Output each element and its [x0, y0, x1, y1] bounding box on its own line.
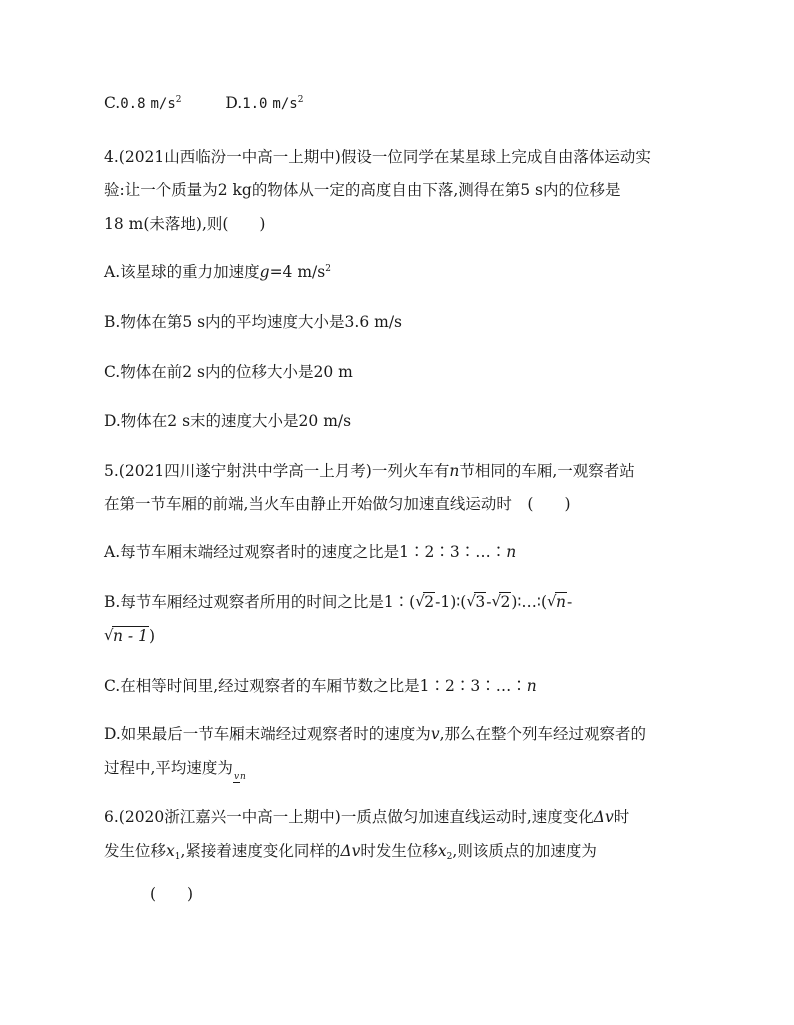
q3-option-d: D.1.0 $m/s^2$: [225, 94, 304, 112]
q6-answer-blank: ( ): [150, 885, 194, 903]
q5-option-b: B.每节车厢经过观察者所用的时间之比是1∶(√ 2-1)∶(√ 3-√ 2)∶…∶(√ n-: [104, 592, 572, 612]
sqrt-2: √ 2: [415, 592, 435, 612]
sqrt-2b: √ 2: [491, 592, 511, 612]
q5-option-d-line-1: D.如果最后一节车厢末端经过观察者时的速度为v,那么在整个列车经过观察者的: [104, 725, 647, 743]
sqrt-n-minus-1: √ n - 1: [104, 626, 149, 646]
q4-stem-line-1: 4.(2021山西临汾一中高一上期中)假设一位同学在某星球上完成自由落体运动实: [104, 148, 651, 166]
fraction-v-over-n: vn: [233, 772, 246, 782]
q4-option-a: A.该星球的重力加速度g=4 $m/s^2$: [104, 263, 331, 281]
q4-option-d: D.物体在2 s末的速度大小是20 m/s: [104, 412, 352, 430]
q6-stem-line-2: 发生位移$x_1$,紧接着速度变化同样的Δv时发生位移$x_2$,则该质点的加速度为: [104, 842, 597, 862]
q3-option-c: C.0.8 $m/s^2$: [104, 94, 182, 112]
q4-option-c: C.物体在前2 s内的位移大小是20 m: [104, 363, 353, 381]
q5-stem-line-1: 5.(2021四川遂宁射洪中学高一上月考)一列火车有n节相同的车厢,一观察者站: [104, 462, 635, 480]
q4-option-b: B.物体在第5 s内的平均速度大小是3.6 m/s: [104, 313, 403, 331]
q3-options-line: [104, 93, 303, 114]
q5-option-a: A.每节车厢末端经过观察者时的速度之比是1∶2∶3∶…∶n: [104, 543, 517, 561]
q4-stem-line-2: 验:让一个质量为2 kg的物体从一定的高度自由下落,测得在第5 s内的位移是: [104, 181, 621, 199]
sqrt-3: √ 3: [466, 592, 486, 612]
q6-stem-line-1: 6.(2020浙江嘉兴一中高一上期中)一质点做匀加速直线运动时,速度变化Δv时: [104, 808, 630, 826]
q4-stem-line-3: 18 m(未落地),则( ): [104, 215, 266, 233]
q5-option-c: C.在相等时间里,经过观察者的车厢节数之比是1∶2∶3∶…∶n: [104, 677, 537, 695]
q5-stem-line-2: 在第一节车厢的前端,当火车由静止开始做匀加速直线运动时 ( ): [104, 495, 571, 513]
q5-option-b-cont: √ n - 1): [104, 626, 155, 646]
q5-option-d-line-2: 过程中,平均速度为vn: [104, 759, 246, 782]
sqrt-n: √ n: [547, 592, 567, 612]
